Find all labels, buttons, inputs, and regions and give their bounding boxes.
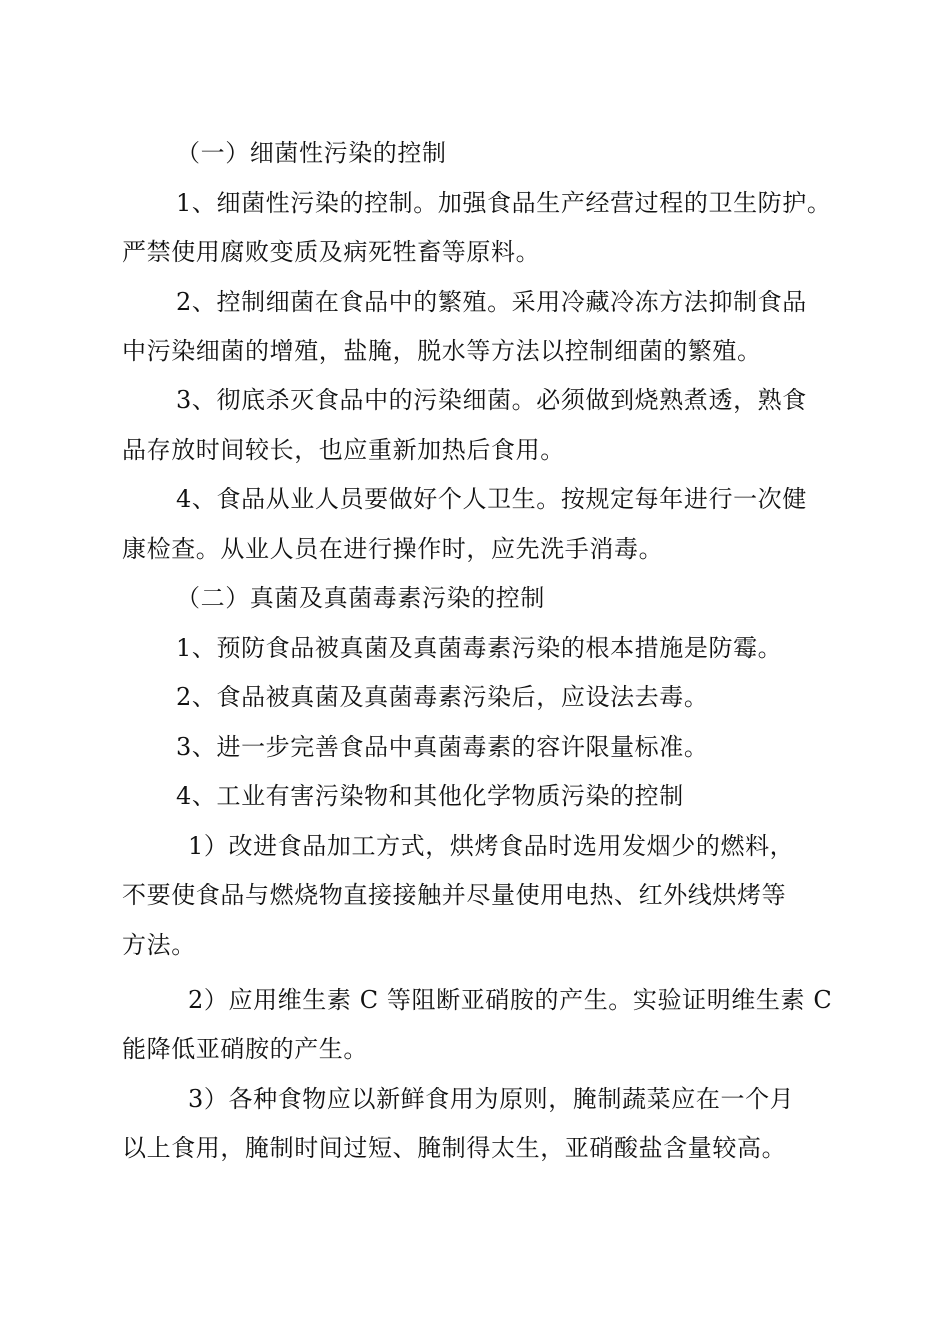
paragraph-line: 2、食品被真菌及真菌毒素污染后，应设法去毒。	[176, 683, 709, 711]
paragraph-line: 严禁使用腐败变质及病死牲畜等原料。	[122, 238, 541, 266]
section-heading-1: （一）细菌性污染的控制	[176, 139, 447, 167]
section-heading-2: （二）真菌及真菌毒素污染的控制	[176, 584, 545, 612]
paragraph-line: 能降低亚硝胺的产生。	[122, 1035, 368, 1063]
paragraph-line: 3、彻底杀灭食品中的污染细菌。必须做到烧熟煮透，熟食	[176, 386, 807, 414]
paragraph-line: 1、预防食品被真菌及真菌毒素污染的根本措施是防霉。	[176, 634, 783, 662]
paragraph-line: 2）应用维生素 C 等阻断亚硝胺的产生。实验证明维生素 C	[188, 986, 833, 1014]
paragraph-line: 以上食用，腌制时间过短、腌制得太生，亚硝酸盐含量较高。	[122, 1134, 787, 1162]
paragraph-line: 品存放时间较长，也应重新加热后食用。	[122, 436, 565, 464]
paragraph-line: 4、工业有害污染物和其他化学物质污染的控制	[176, 782, 684, 810]
paragraph-line: 2、控制细菌在食品中的繁殖。采用冷藏冷冻方法抑制食品	[176, 288, 807, 316]
paragraph-line: 不要使食品与燃烧物直接接触并尽量使用电热、红外线烘烤等	[122, 881, 787, 909]
paragraph-line: 3）各种食物应以新鲜食用为原则，腌制蔬菜应在一个月	[188, 1085, 795, 1113]
paragraph-line: 康检查。从业人员在进行操作时，应先洗手消毒。	[122, 535, 664, 563]
paragraph-line: 4、食品从业人员要做好个人卫生。按规定每年进行一次健	[176, 485, 807, 513]
paragraph-line: 方法。	[122, 931, 196, 959]
paragraph-line: 1）改进食品加工方式，烘烤食品时选用发烟少的燃料，	[188, 832, 795, 860]
paragraph-line: 3、进一步完善食品中真菌毒素的容许限量标准。	[176, 733, 709, 761]
paragraph-line: 1、细菌性污染的控制。加强食品生产经营过程的卫生防护。	[176, 189, 832, 217]
paragraph-line: 中污染细菌的增殖，盐腌，脱水等方法以控制细菌的繁殖。	[122, 337, 762, 365]
